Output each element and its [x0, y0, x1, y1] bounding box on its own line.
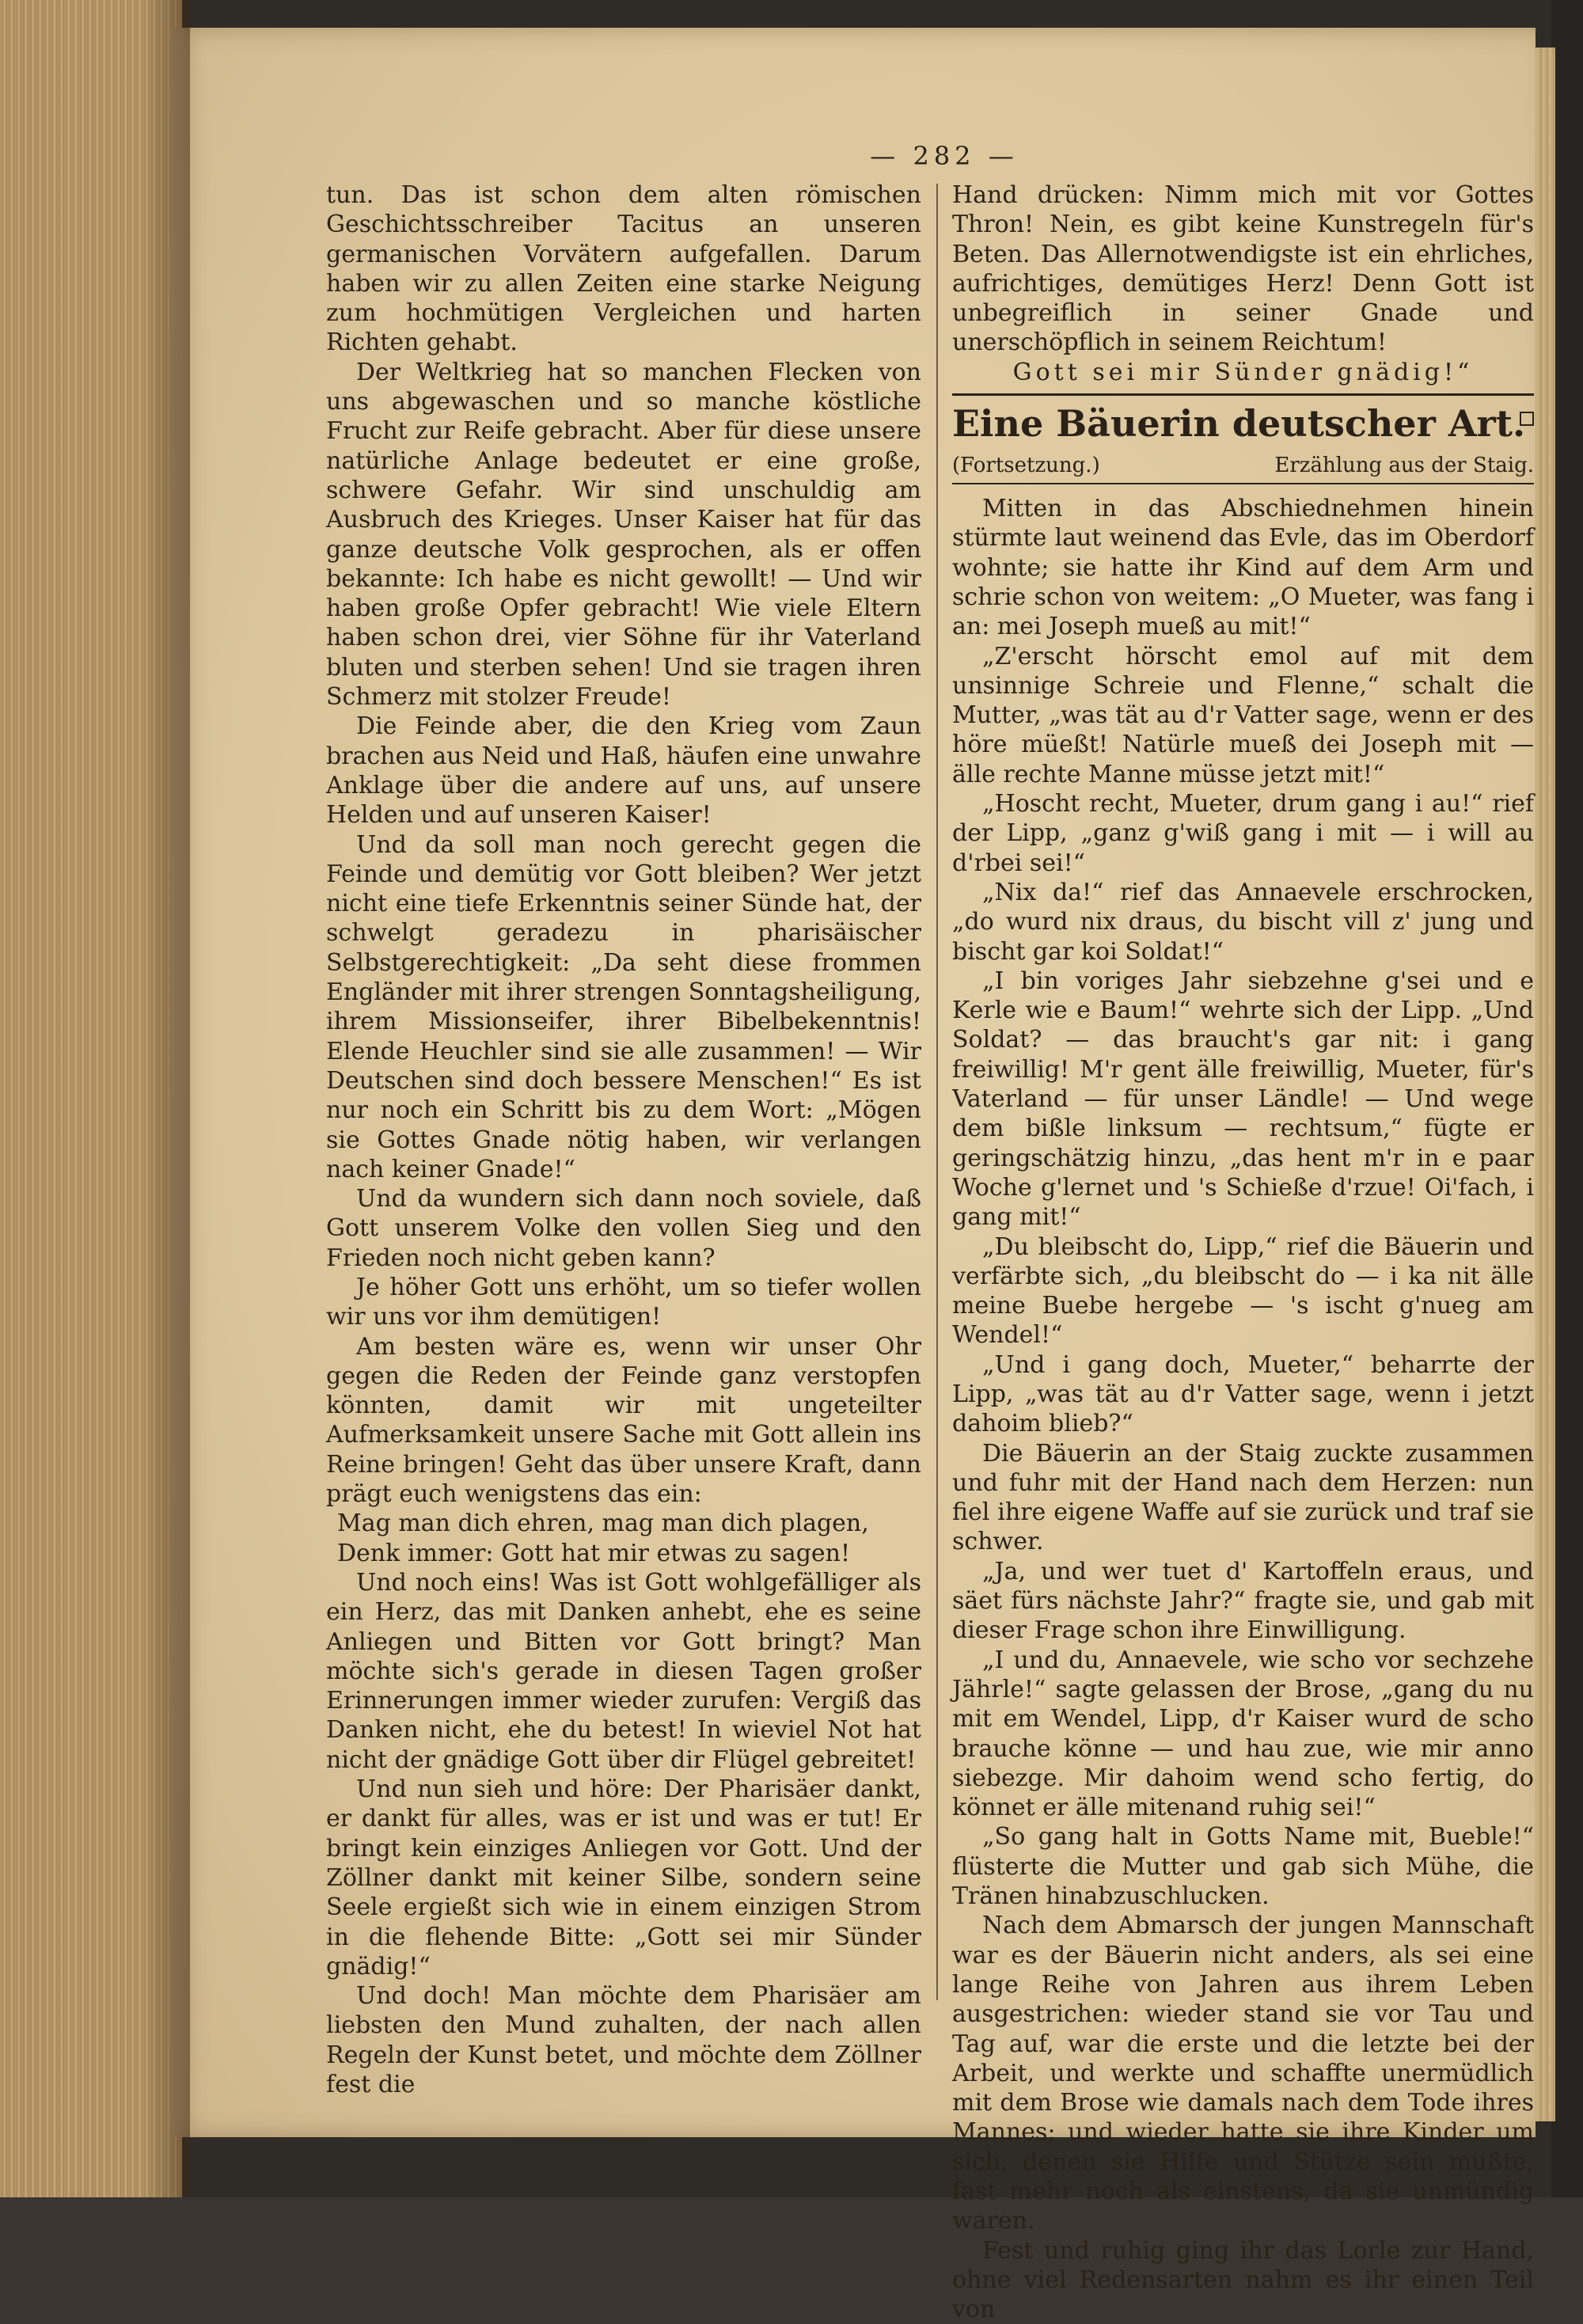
left-column — [326, 180, 921, 2099]
paragraph: „Nix da!“ rief das Annaevele erschrocken, „do wurd nix draus, du bischt vill z' jung und bischt gar koi Soldat!“ — [952, 878, 1534, 966]
genre-label: Erzählung aus der Staig. — [1274, 454, 1534, 478]
paragraph: Der Weltkrieg hat so manchen Flecken von uns abgewaschen und so manche köstliche Frucht zur Reife gebracht. Aber für diese unsere natürliche Anlage bedeutet er eine große, schwere Gefahr. Wir sind unschuldig am Ausbruch des Krieges. Unser Kaiser hat für das ganze deutsche Volk gesprochen, als er offen bekannte: Ich habe es nicht gewollt! — Und wir haben große Opfer gebracht! Wie viele Eltern haben schon drei, vier Söhne für ihr Vaterland bluten und sterben sehen! Und sie tragen ihren Schmerz mit stolzer Freude! — [326, 358, 921, 712]
paragraph: Und noch eins! Was ist Gott wohlgefälliger als ein Herz, das mit Danken anhebt, ehe es seine Anliegen und Bitten vor Gott bringt? Man möchte sich's gerade in diesen Tagen großer Erinnerungen immer wieder zurufen: Vergiß das Danken nicht, ehe du betest! In wieviel Not hat nicht der gnädige Gott über dir Flügel gebreitet! — [326, 1568, 921, 1774]
section-rule — [952, 393, 1534, 396]
paragraph: „Hoscht recht, Mueter, drum gang i au!“ rief der Lipp, „ganz g'wiß gang i mit — i will au d'rbei sei!“ — [952, 790, 1534, 877]
paragraph: Und da wundern sich dann noch soviele, daß Gott unserem Volke den vollen Sieg und den Frieden noch nicht geben kann? — [326, 1185, 921, 1272]
page-number: — 282 — — [870, 141, 1019, 171]
column-divider — [936, 184, 938, 2000]
paragraph: Am besten wäre es, wenn wir unser Ohr gegen die Reden der Feinde ganz verstopfen könnten, damit wir mit ungeteilter Aufmerksamkeit unsere Sache mit Gott allein ins Reine bringen! Geht das über unsere Kraft, dann prägt euch wenigstens das ein: — [326, 1332, 921, 1509]
paragraph: Die Feinde aber, die den Krieg vom Zaun brachen aus Neid und Haß, häufen eine unwahre Anklage über die andere auf uns, auf unsere Helden und auf unseren Kaiser! — [326, 712, 921, 830]
right-column — [952, 180, 1534, 2324]
verse-line: Denk immer: Gott hat mir etwas zu sagen! — [337, 1539, 851, 1567]
story-title: Eine Bäuerin deutscher Art. — [952, 402, 1526, 446]
closing-prayer: Gott sei mir Sünder gnädig!“ — [1012, 358, 1474, 386]
book-cover-edge — [1551, 0, 1583, 2197]
paragraph: Mitten in das Abschiednehmen hinein stürmte laut weinend das Evle, das im Oberdorf wohnte; sie hatte ihr Kind auf dem Arm und schrie schon von weitem: „O Mueter, was fang i an: mei Joseph mueß au mit!“ — [952, 495, 1534, 641]
paragraph: „Du bleibscht do, Lipp,“ rief die Bäuerin und verfärbte sich, „du bleibscht do — i ka nit älle meine Buebe hergebe — 's ischt g'nueg am Wendel!“ — [952, 1232, 1534, 1350]
ornament-box — [1520, 412, 1534, 426]
subtitle-rule — [952, 483, 1534, 484]
paragraph: tun. Das ist schon dem alten römischen Geschichtsschreiber Tacitus an unseren germanischen Vorvätern aufgefallen. Darum haben wir zu allen Zeiten eine starke Neigung zum hochmütigen Vergleichen und harten Richten gehabt. — [326, 181, 921, 357]
sermon-continuation — [952, 180, 1534, 358]
paragraph: „So gang halt in Gotts Name mit, Bueble!“ flüsterte die Mutter und gab sich Mühe, die Tränen hinabzuschlucken. — [952, 1823, 1534, 1911]
gutter-shadow — [142, 0, 190, 2197]
paragraph: „Und i gang doch, Mueter,“ beharrte der Lipp, „was tät au d'r Vatter sage, wenn i jetzt dahoim blieb?“ — [952, 1350, 1534, 1438]
paragraph: Und nun sieh und höre: Der Pharisäer dankt, er dankt für alles, was er ist und was er tut! Er bringt kein einziges Anliegen vor Gott. Und der Zöllner dankt mit keiner Silbe, sondern seine Seele ergießt sich wie in einem einzigen Strom in die flehende Bitte: „Gott sei mir Sünder gnädig!“ — [326, 1775, 921, 1980]
paragraph: „I bin voriges Jahr siebzehne g'sei und e Kerle wie e Baum!“ wehrte sich der Lipp. „Und Soldat? — das braucht's gar nit: i gang freiwillig! M'r gent älle freiwillig, Mueter, für's Vaterland — für unser Ländle! — Und wege dem bißle linksum — rechtsum,“ fügte er geringschätzig hinzu, „das hent m'r in e paar Woche g'lernet und 's Schieße d'rzue! Oi'fach, i gang mit!“ — [952, 966, 1534, 1232]
paragraph: Je höher Gott uns erhöht, um so tiefer wollen wir uns vor ihm demütigen! — [326, 1273, 921, 1331]
paragraph: Und doch! Man möchte dem Pharisäer am liebsten den Mund zuhalten, der nach allen Regeln der Kunst betet, und möchte dem Zöllner fest die — [326, 1982, 921, 2098]
paragraph: Nach dem Abmarsch der jungen Mannschaft war es der Bäuerin nicht anders, als sei eine lange Reihe von Jahren aus ihrem Leben ausgestrichen: wieder stand sie vor Tau und Tag auf, war die erste und die letzte bei der Arbeit, und werkte und schaffte unermüdlich mit dem Brose wie damals nach dem Tode ihres Mannes; und wieder hatte sie ihre Kinder um sich, denen sie Hilfe und Stütze sein mußte, fast mehr noch als einstens, da sie unmündig waren. — [952, 1912, 1534, 2235]
paragraph: Und da soll man noch gerecht gegen die Feinde und demütig vor Gott bleiben? Wer jetzt nicht eine tiefe Erkenntnis seiner Sünde hat, der schwelgt geradezu in pharisäischer Selbstgerechtigkeit: „Da seht diese frommen Engländer mit ihrer strengen Sonntagsheiligung, ihrem Missionseifer, ihrer Bibelbekenntnis! Elende Heuchler sind sie alle zusammen! — Wir Deutschen sind doch bessere Menschen!“ Es ist nur noch ein Schritt bis zu dem Wort: „Mögen sie Gottes Gnade nötig haben, wir verlangen nach keiner Gnade!“ — [326, 830, 921, 1183]
paragraph: „Z'erscht hörscht emol auf mit dem unsinnige Schreie und Flenne,“ schalt die Mutter, „was tät au d'r Vatter sage, wenn er des höre müeßt! Natürle mueß dei Joseph mit — älle rechte Manne müsse jetzt mit!“ — [952, 642, 1534, 788]
paragraph: „Ja, und wer tuet d' Kartoffeln eraus, und säet fürs nächste Jahr?“ fragte sie, und gab mit dieser Frage schon ihre Einwilligung. — [952, 1557, 1534, 1645]
paragraph: Fest und ruhig ging ihr das Lorle zur Hand, ohne viel Redensarten nahm es ihr einen Teil von — [952, 2236, 1534, 2324]
story-subtitle — [952, 451, 1534, 480]
story-text — [952, 494, 1534, 2324]
paragraph: „I und du, Annaevele, wie scho vor sechzehe Jährle!“ sagte gelassen der Brose, „gang du nu mit em Wendel, Lipp, d'r Kaiser wurd de scho brauche könne — und hau zue, wie mir anno siebezge. Mir dahoim wend scho fertig, do könnet er älle mitenand ruhig sei!“ — [952, 1646, 1534, 1822]
verse-line: Mag man dich ehren, mag man dich plagen, — [337, 1509, 869, 1538]
paragraph: Hand drücken: Nimm mich mit vor Gottes Thron! Nein, es gibt keine Kunstregeln für's Beten. Das Allernotwendigste ist ein ehrliches, aufrichtiges, demütiges Herz! Denn Gott ist unbegreiflich in seiner Gnade und unerschöpflich in seinem Reichtum! — [952, 181, 1534, 357]
paragraph: Die Bäuerin an der Staig zuckte zusammen und fuhr mit der Hand nach dem Herzen: nun fiel ihre eigene Waffe auf sie zurück und traf sie schwer. — [952, 1439, 1534, 1556]
continued-label: (Fortsetzung.) — [952, 454, 1100, 478]
story-header — [952, 401, 1534, 446]
